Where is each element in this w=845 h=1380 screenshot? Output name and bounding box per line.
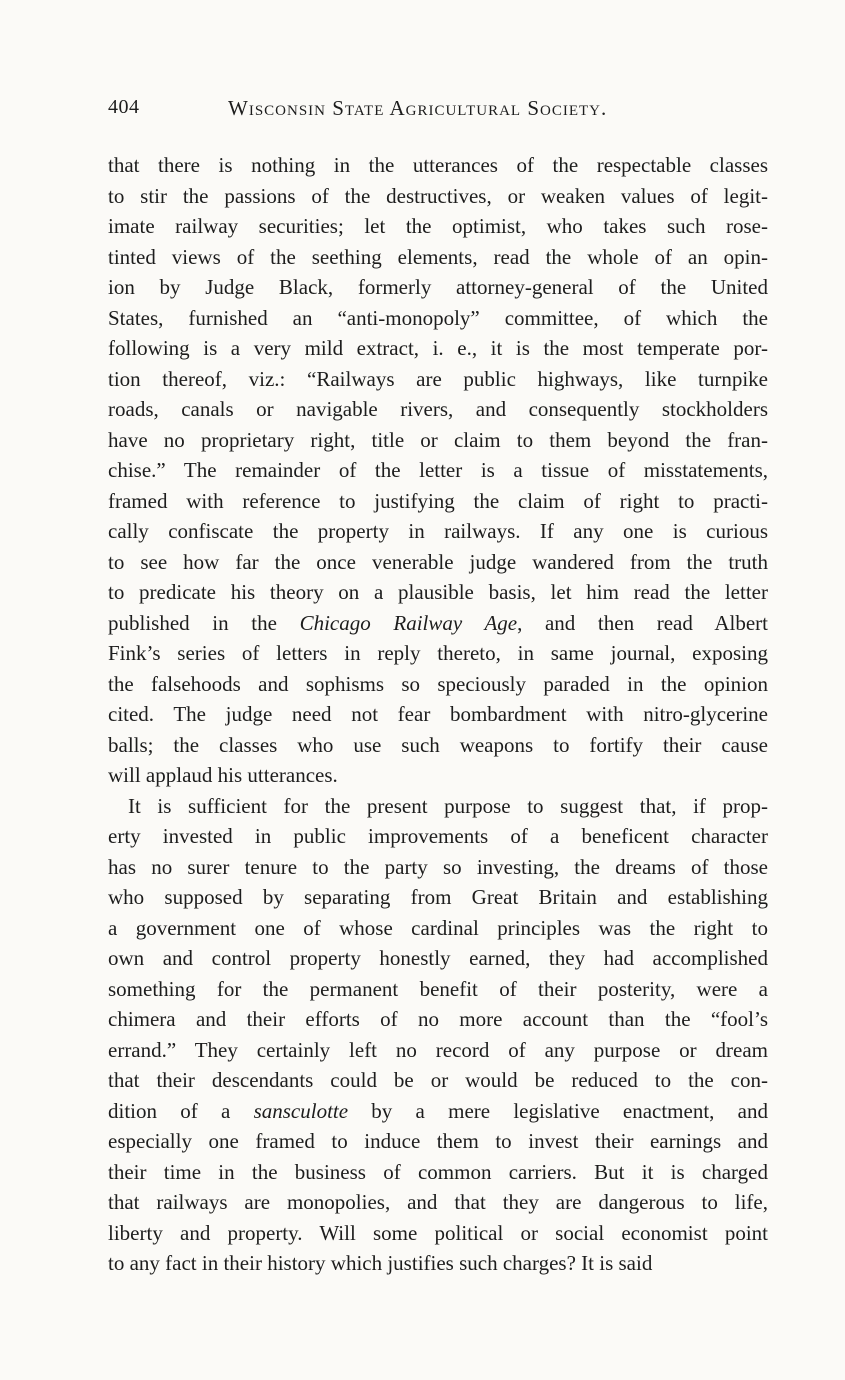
text-segment: chimera and their efforts of no more account than the “fool’s: [108, 1007, 768, 1031]
text-line: [108, 821, 768, 852]
text-segment: erty invested in public improvements of a beneficent character: [108, 824, 768, 848]
text-segment: who supposed by separating from Great Britain and establishing: [108, 885, 768, 909]
text-segment: to see how far the once venerable judge wandered from the truth: [108, 549, 768, 574]
text-segment: own and control property honestly earned, they had accomplished: [108, 946, 768, 970]
page-header: [108, 96, 768, 122]
text-segment: have no proprietary right, title or claim to them beyond the fran-: [108, 427, 768, 452]
text-segment: chise.” The remainder of the letter is a tissue of misstatements,: [108, 458, 768, 482]
text-segment: States, furnished an “anti-monopoly” committee, of which the: [108, 305, 768, 330]
text-segment: cited. The judge need not fear bombardment with nitro-glycerine: [108, 702, 768, 726]
text-line: [108, 1218, 768, 1249]
text-segment: something for the permanent benefit of their posterity, were a: [108, 976, 768, 1001]
text-line: [108, 1187, 768, 1218]
text-line: [108, 577, 768, 608]
text-segment: balls; the classes who use such weapons to fortify their cause: [108, 732, 768, 757]
text-line: [108, 943, 768, 974]
body-text: [108, 150, 768, 1279]
text-line: [108, 699, 768, 730]
text-line: [108, 486, 768, 517]
text-segment: published in the: [108, 610, 300, 635]
text-segment: tinted views of the seething elements, read the whole of an opin-: [108, 244, 768, 269]
text-line: [108, 1248, 768, 1279]
text-line: [108, 730, 768, 761]
text-segment: cally confiscate the property in railways. If any one is curious: [108, 519, 768, 543]
text-line: [108, 669, 768, 700]
text-line: [108, 272, 768, 303]
text-line: [108, 1157, 768, 1188]
text-line: [108, 1126, 768, 1157]
text-line: [108, 364, 768, 395]
text-line: [108, 974, 768, 1005]
text-line: [108, 608, 768, 639]
text-segment: to predicate his theory on a plausible basis, let him read the letter: [108, 580, 768, 604]
text-segment: has no surer tenure to the party so investing, the dreams of those: [108, 854, 768, 879]
text-segment: that their descendants could be or would be reduced to the con-: [108, 1068, 768, 1092]
text-line: [108, 852, 768, 883]
text-segment: It is sufficient for the present purpose to suggest that, if prop-: [128, 793, 768, 818]
text-line: [108, 455, 768, 486]
text-line: [108, 638, 768, 669]
text-line: [108, 1065, 768, 1096]
text-segment: the falsehoods and sophisms so speciously paraded in the opinion: [108, 671, 768, 696]
text-line: [108, 211, 768, 242]
italic-text: sansculotte: [253, 1098, 349, 1123]
text-segment: errand.” They certainly left no record of any purpose or dream: [108, 1037, 768, 1062]
text-segment: Fink’s series of letters in reply thereto, in same journal, exposing: [108, 641, 768, 665]
text-line: [108, 913, 768, 944]
text-line: [108, 425, 768, 456]
text-segment: their time in the business of common carriers. But it is charged: [108, 1159, 768, 1184]
text-line: [108, 242, 768, 273]
text-line: [108, 181, 768, 212]
text-line: [108, 882, 768, 913]
text-segment: , and then read Albert: [517, 610, 768, 635]
text-segment: will applaud his utterances.: [108, 763, 338, 787]
text-line: [108, 547, 768, 578]
running-title: Wisconsin State Agricultural Society.: [228, 96, 608, 120]
page-number: 404: [108, 96, 140, 118]
text-line: [108, 333, 768, 364]
text-segment: to stir the passions of the destructives, or weaken values of legit-: [108, 183, 768, 208]
text-segment: imate railway securities; let the optimist, who takes such rose-: [108, 214, 768, 238]
text-segment: that railways are monopolies, and that they are dangerous to life,: [108, 1190, 768, 1214]
paragraph: [108, 150, 768, 791]
text-segment: by a mere legislative enactment, and: [348, 1098, 768, 1123]
text-segment: following is a very mild extract, i. e., it is the most temperate por-: [108, 336, 768, 360]
text-segment: roads, canals or navigable rivers, and consequently stockholders: [108, 397, 768, 421]
text-segment: dition of a: [108, 1098, 254, 1123]
text-segment: that there is nothing in the utterances of the respectable classes: [108, 153, 768, 177]
text-line: [108, 1035, 768, 1066]
text-segment: tion thereof, viz.: “Railways are public highways, like turnpike: [108, 366, 768, 391]
text-line: [108, 760, 768, 791]
paragraph: [108, 791, 768, 1279]
text-line: [108, 791, 768, 822]
text-segment: framed with reference to justifying the claim of right to practi-: [108, 488, 768, 513]
text-line: [108, 150, 768, 181]
text-segment: especially one framed to induce them to invest their earnings and: [108, 1129, 768, 1153]
text-line: [108, 303, 768, 334]
text-segment: liberty and property. Will some political or social economist point: [108, 1220, 768, 1245]
text-line: [108, 1096, 768, 1127]
text-line: [108, 394, 768, 425]
text-segment: to any fact in their history which justifies such charges? It is said: [108, 1251, 653, 1275]
text-segment: ion by Judge Black, formerly attorney-general of the United: [108, 275, 768, 299]
italic-text: Chicago Railway Age: [299, 610, 518, 635]
text-line: [108, 516, 768, 547]
text-segment: a government one of whose cardinal principles was the right to: [108, 915, 768, 940]
text-line: [108, 1004, 768, 1035]
